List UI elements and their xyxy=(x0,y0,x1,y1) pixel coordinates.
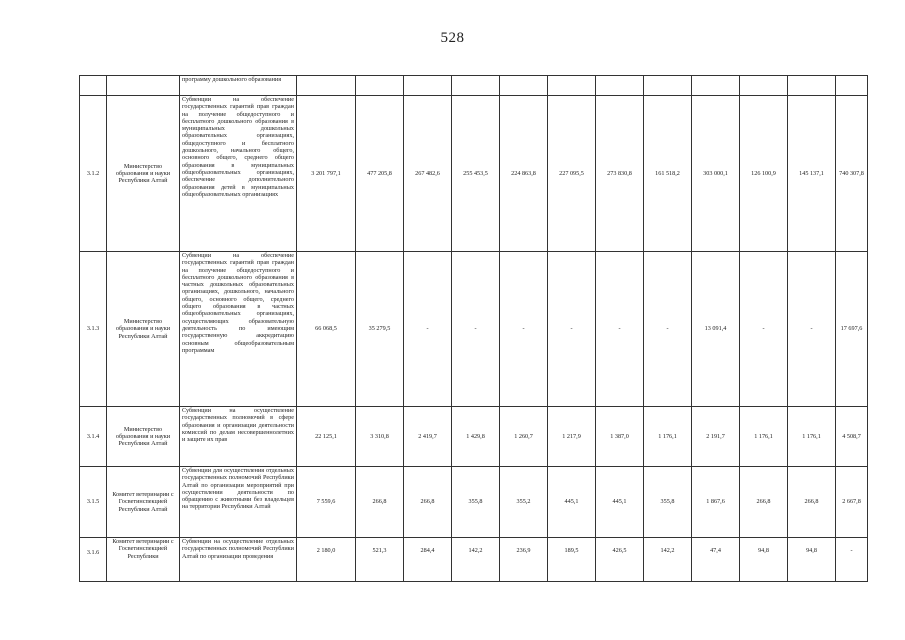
amount-cell: 445,1 xyxy=(596,467,644,538)
amount-cell: 94,8 xyxy=(788,538,836,582)
amount-cell xyxy=(297,76,356,96)
amount-cell: 355,8 xyxy=(644,467,692,538)
amount-cell: 477 205,8 xyxy=(356,96,404,252)
amount-cell: 1 217,9 xyxy=(548,407,596,467)
responsible-body-cell: Министерство образования и науки Республики Алтай xyxy=(107,407,180,467)
amount-cell: 161 518,2 xyxy=(644,96,692,252)
table-row xyxy=(80,96,868,252)
row-number-cell xyxy=(80,76,107,96)
amount-cell xyxy=(356,76,404,96)
table-row xyxy=(80,538,868,582)
amount-cell: 740 307,8 xyxy=(836,96,868,252)
amount-cell: 47,4 xyxy=(692,538,740,582)
table-row xyxy=(80,407,868,467)
subvention-description-cell: Субвенции для осуществления отдельных государственных полномочий Республики Алтай по организации мероприятий при осуществлении деятельности по обращению с животными без владельцев на территории Республики Алтай xyxy=(180,467,297,538)
amount-cell: 22 125,1 xyxy=(297,407,356,467)
amount-cell: 1 260,7 xyxy=(500,407,548,467)
amount-cell: 1 387,0 xyxy=(596,407,644,467)
amount-cell: 94,8 xyxy=(740,538,788,582)
amount-cell: 2 667,8 xyxy=(836,467,868,538)
row-number-cell: 3.1.4 xyxy=(80,407,107,467)
amount-cell: 227 095,5 xyxy=(548,96,596,252)
amount-cell xyxy=(644,76,692,96)
amount-cell: 236,9 xyxy=(500,538,548,582)
amount-cell: - xyxy=(644,252,692,407)
amount-cell: 426,5 xyxy=(596,538,644,582)
amount-cell: 2 180,0 xyxy=(297,538,356,582)
row-number-cell: 3.1.6 xyxy=(80,538,107,582)
amount-cell: 142,2 xyxy=(452,538,500,582)
amount-cell: 521,3 xyxy=(356,538,404,582)
amount-cell: 189,5 xyxy=(548,538,596,582)
table-row xyxy=(80,76,868,96)
amount-cell: 3 201 797,1 xyxy=(297,96,356,252)
amount-cell: 126 100,9 xyxy=(740,96,788,252)
amount-cell: 13 091,4 xyxy=(692,252,740,407)
amount-cell: 4 508,7 xyxy=(836,407,868,467)
row-number-cell: 3.1.2 xyxy=(80,96,107,252)
responsible-body-cell: Министерство образования и науки Республики Алтай xyxy=(107,252,180,407)
amount-cell: 445,1 xyxy=(548,467,596,538)
subventions-table xyxy=(79,75,868,582)
amount-cell: 303 000,1 xyxy=(692,96,740,252)
amount-cell: 1 176,1 xyxy=(644,407,692,467)
table-row xyxy=(80,467,868,538)
amount-cell: 266,8 xyxy=(356,467,404,538)
responsible-body-cell: Министерство образования и науки Республики Алтай xyxy=(107,96,180,252)
amount-cell: 273 830,8 xyxy=(596,96,644,252)
amount-cell: 355,8 xyxy=(452,467,500,538)
amount-cell xyxy=(692,76,740,96)
amount-cell xyxy=(740,76,788,96)
amount-cell: 2 419,7 xyxy=(404,407,452,467)
amount-cell: 266,8 xyxy=(404,467,452,538)
responsible-body-cell: Комитет ветеринарии с Госветинспекцией Республики xyxy=(107,538,180,582)
amount-cell: 1 429,8 xyxy=(452,407,500,467)
amount-cell: - xyxy=(404,252,452,407)
amount-cell: 1 176,1 xyxy=(788,407,836,467)
page-number: 528 xyxy=(440,30,465,46)
amount-cell: - xyxy=(788,252,836,407)
row-number-cell: 3.1.5 xyxy=(80,467,107,538)
amount-cell: 284,4 xyxy=(404,538,452,582)
amount-cell: 2 191,7 xyxy=(692,407,740,467)
subvention-description-cell: программу дошкольного образования xyxy=(180,76,297,96)
amount-cell: - xyxy=(740,252,788,407)
responsible-body-cell: Комитет ветеринарии с Госветинспекцией Республики Алтай xyxy=(107,467,180,538)
amount-cell: 3 310,8 xyxy=(356,407,404,467)
amount-cell xyxy=(788,76,836,96)
amount-cell xyxy=(500,76,548,96)
amount-cell: 35 279,5 xyxy=(356,252,404,407)
amount-cell: 1 867,6 xyxy=(692,467,740,538)
subvention-description-cell: Субвенции на осуществление отдельных государственных полномочий Республики Алтай по организации проведения xyxy=(180,538,297,582)
amount-cell: 145 137,1 xyxy=(788,96,836,252)
row-number-cell: 3.1.3 xyxy=(80,252,107,407)
amount-cell: 266,8 xyxy=(788,467,836,538)
amount-cell: 142,2 xyxy=(644,538,692,582)
amount-cell: - xyxy=(452,252,500,407)
amount-cell: 255 453,5 xyxy=(452,96,500,252)
subvention-description-cell: Субвенции на обеспечение государственных гарантий прав граждан на получение общедоступного и бесплатного дошкольного образования в муниципальных дошкольных образовательных организациях, общедоступного и бесплатного дошкольного, начального общего, основного общего, среднего общего образования в муниципальных общеобразовательных организациях, обеспечение дополнительного образования детей в муниципальных общеобразовательных организациях xyxy=(180,96,297,252)
amount-cell: - xyxy=(548,252,596,407)
table-row xyxy=(80,252,868,407)
amount-cell: - xyxy=(836,538,868,582)
amount-cell: 224 863,8 xyxy=(500,96,548,252)
amount-cell: 7 559,6 xyxy=(297,467,356,538)
amount-cell xyxy=(452,76,500,96)
amount-cell xyxy=(548,76,596,96)
amount-cell: 66 068,5 xyxy=(297,252,356,407)
amount-cell xyxy=(836,76,868,96)
responsible-body-cell xyxy=(107,76,180,96)
subvention-description-cell: Субвенции на обеспечение государственных гарантий прав граждан на получение общедоступного и бесплатного дошкольного образования в частных дошкольных образовательных организациях, дошкольного, начального общего, основного общего, среднего общего образования в частных общеобразовательных организациях, осуществляющих образовательную деятельность по имеющим государственную аккредитацию основным общеобразовательным программам xyxy=(180,252,297,407)
subvention-description-cell: Субвенции на осуществление государственных полномочий в сфере образования и организации деятельности комиссий по делам несовершеннолетних и защите их прав xyxy=(180,407,297,467)
amount-cell xyxy=(596,76,644,96)
amount-cell: 267 482,6 xyxy=(404,96,452,252)
amount-cell: - xyxy=(596,252,644,407)
amount-cell: 266,8 xyxy=(740,467,788,538)
amount-cell: - xyxy=(500,252,548,407)
amount-cell xyxy=(404,76,452,96)
amount-cell: 17 697,6 xyxy=(836,252,868,407)
amount-cell: 355,2 xyxy=(500,467,548,538)
amount-cell: 1 176,1 xyxy=(740,407,788,467)
